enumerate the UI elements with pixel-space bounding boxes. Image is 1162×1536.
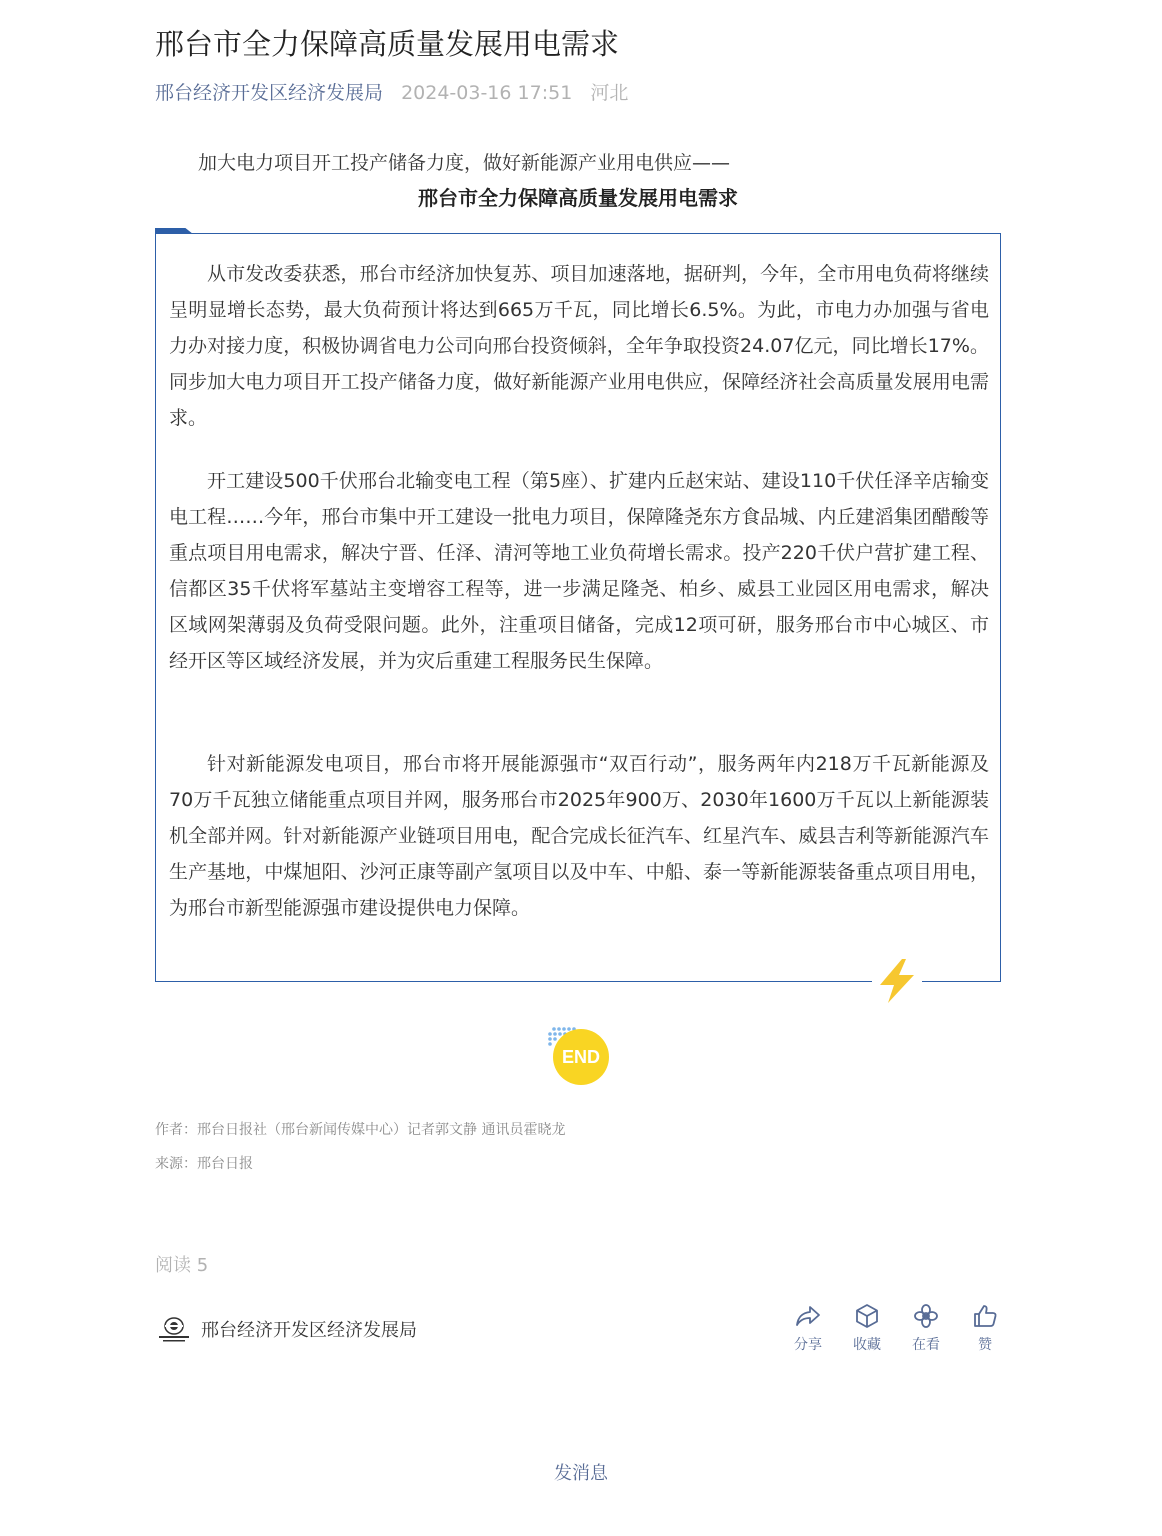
publish-date: 2024-03-16 17:51 bbox=[401, 82, 573, 104]
wow-button[interactable] bbox=[898, 1302, 954, 1354]
lead-line: 加大电力项目开工投产储备力度，做好新能源产业用电供应—— bbox=[198, 152, 731, 174]
article-meta bbox=[155, 80, 628, 106]
share-button[interactable] bbox=[780, 1302, 836, 1354]
publish-region: 河北 bbox=[590, 82, 629, 104]
paragraph-2: 开工建设500千伏邢台北输变电工程（第5座）、扩建内丘赵宋站、建设110千伏任泽辛店输变电工程……今年，邢台市集中开工建设一批电力项目，保障隆尧东方食品城、内丘建滔集团醋酸等重点项目用电需求，解决宁晋、任泽、清河等地工业负荷增长需求。投产220千伏户营扩建工程、信都区35千伏将军墓站主变增容工程等，进一步满足隆尧、柏乡、威县工业园区用电需求，解决区域网架薄弱及负荷受限问题。此外，注重项目储备，完成12项可研，服务邢台市中心城区、市经开区等区域经济发展，并为灾后重建工程服务民生保障。 bbox=[169, 470, 989, 672]
like-button[interactable] bbox=[957, 1302, 1013, 1354]
account-link[interactable]: 邢台经济开发区经济发展局 bbox=[155, 82, 384, 104]
flower-icon bbox=[912, 1302, 940, 1330]
author-line: 作者：邢台日报社（邢台新闻传媒中心）记者郭文静 通讯员霍晓龙 bbox=[155, 1122, 566, 1138]
share-arrow-icon bbox=[794, 1302, 822, 1330]
content-heading: 邢台市全力保障高质量发展用电需求 bbox=[418, 186, 738, 210]
paragraph-1: 从市发改委获悉，邢台市经济加快复苏、项目加速落地，据研判，今年，全市用电负荷将继续呈明显增长态势，最大负荷预计将达到665万千瓦，同比增长6.5%。为此，市电力办加强与省电力办对接力度，积极协调省电力公司向邢台投资倾斜，全年争取投资24.07亿元，同比增长17%。同步加大电力项目开工投产储备力度，做好新能源产业用电供应，保障经济社会高质量发展用电需求。 bbox=[169, 263, 989, 429]
favorite-label: 收藏 bbox=[853, 1337, 881, 1353]
cube-icon bbox=[853, 1302, 881, 1330]
wow-label: 在看 bbox=[912, 1337, 940, 1353]
action-bar bbox=[780, 1302, 1010, 1362]
end-label: END bbox=[553, 1029, 609, 1085]
send-message-link[interactable]: 发消息 bbox=[554, 1463, 608, 1484]
account-logo-icon bbox=[155, 1314, 193, 1344]
account-card[interactable] bbox=[155, 1312, 417, 1346]
lightning-icon bbox=[872, 957, 922, 1005]
like-label: 赞 bbox=[978, 1337, 992, 1353]
end-badge bbox=[546, 1026, 612, 1088]
content-box bbox=[155, 233, 1001, 982]
source-line: 来源：邢台日报 bbox=[155, 1156, 253, 1172]
paragraph-3: 针对新能源发电项目，邢台市将开展能源强市“双百行动”，服务两年内218万千瓦新能源及70万千瓦独立储能重点项目并网，服务邢台市2025年900万、2030年1600万千瓦以上新能源装机全部并网。针对新能源产业链项目用电，配合完成长征汽车、红星汽车、威县吉利等新能源汽车生产基地，中煤旭阳、沙河正康等副产氢项目以及中车、中船、泰一等新能源装备重点项目用电，为邢台市新型能源强市建设提供电力保障。 bbox=[169, 753, 989, 919]
thumbs-up-icon bbox=[971, 1302, 999, 1330]
favorite-button[interactable] bbox=[839, 1302, 895, 1354]
share-label: 分享 bbox=[794, 1337, 822, 1353]
account-name: 邢台经济开发区经济发展局 bbox=[201, 1320, 417, 1341]
read-count: 阅读 5 bbox=[155, 1255, 209, 1276]
article-title: 邢台市全力保障高质量发展用电需求 bbox=[155, 27, 620, 61]
